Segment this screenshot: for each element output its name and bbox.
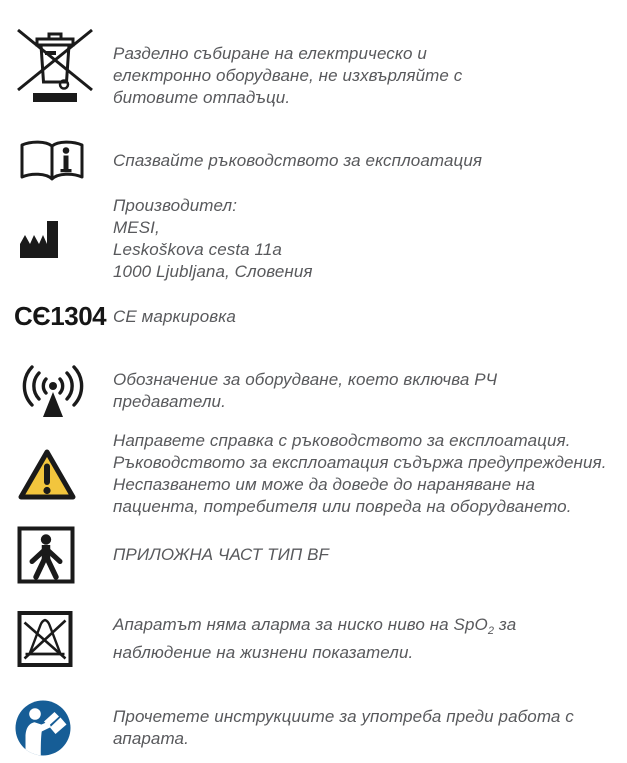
symbol-row-manufacturer — [14, 195, 627, 283]
description-line: Производител: — [113, 196, 238, 215]
symbol-row-read-instructions — [14, 699, 627, 757]
symbol-description — [113, 18, 627, 109]
symbol-description — [113, 706, 627, 750]
description-line: Апаратът няма аларма за ниско ниво на SpO$_2$ за — [113, 615, 517, 637]
symbol-description — [113, 195, 627, 283]
symbol-row-rf-transmitter — [14, 362, 627, 420]
description-line: 1000 Ljubljana, Словения — [113, 262, 313, 281]
description-line: електронно оборудване, не изхвърляйте с — [113, 66, 463, 85]
description-line: Спазвайте ръководството за експлоатация — [113, 151, 483, 170]
description-line: предаватели. — [113, 392, 226, 411]
symbol-description — [113, 544, 627, 566]
description-line: MESI, — [113, 218, 160, 237]
consult-operating-manual-icon — [17, 137, 87, 185]
description-line: битовите отпадъци. — [113, 88, 291, 107]
symbol-description — [113, 430, 627, 518]
type-bf-applied-part-icon — [17, 526, 75, 584]
symbol-description — [113, 306, 627, 328]
symbol-row-warning — [14, 430, 627, 518]
description-line: Разделно събиране на електрическо и — [113, 44, 427, 63]
description-line: Прочетете инструкциите за употреба преди работа с — [113, 707, 574, 726]
symbol-row-ce-marking — [14, 303, 627, 330]
description-line: Обозначение за оборудване, което включва РЧ — [113, 370, 498, 389]
description-line: Неспазването им може да доведе до нараняване на — [113, 475, 536, 494]
rf-transmitter-icon — [14, 362, 92, 420]
manufacturer-factory-icon — [18, 218, 62, 260]
warning-triangle-icon — [16, 445, 78, 503]
description-line: Ръководството за експлоатация съдържа предупреждения. — [113, 453, 607, 472]
weee-crossed-out-bin-icon — [14, 26, 96, 102]
description-line: CE маркировка — [113, 306, 236, 326]
symbol-row-bf-applied-part — [14, 526, 627, 584]
symbol-row-consult-manual — [14, 137, 627, 185]
spo2-subscript: 2 — [487, 625, 495, 637]
description-line: пациента, потребителя или повреда на оборудването. — [113, 497, 572, 516]
symbol-row-no-spo2-alarm — [14, 610, 627, 668]
symbol-row-weee — [14, 18, 627, 109]
description-line: Leskoškova cesta 11a — [113, 240, 282, 259]
description-line: ПРИЛОЖНА ЧАСТ ТИП BF — [113, 545, 330, 564]
no-alarm-bell-icon — [17, 610, 73, 668]
symbol-description — [113, 369, 627, 413]
description-line: апарата. — [113, 729, 189, 748]
read-instructions-mandatory-icon — [14, 699, 72, 757]
description-line: наблюдение на жизнени показатели. — [113, 643, 414, 662]
description-line: Направете справка с ръководството за експлоатация. — [113, 431, 571, 450]
symbol-description — [113, 150, 627, 172]
symbol-description — [113, 614, 627, 664]
ce-mark-text: CЄ1304 — [14, 301, 107, 331]
